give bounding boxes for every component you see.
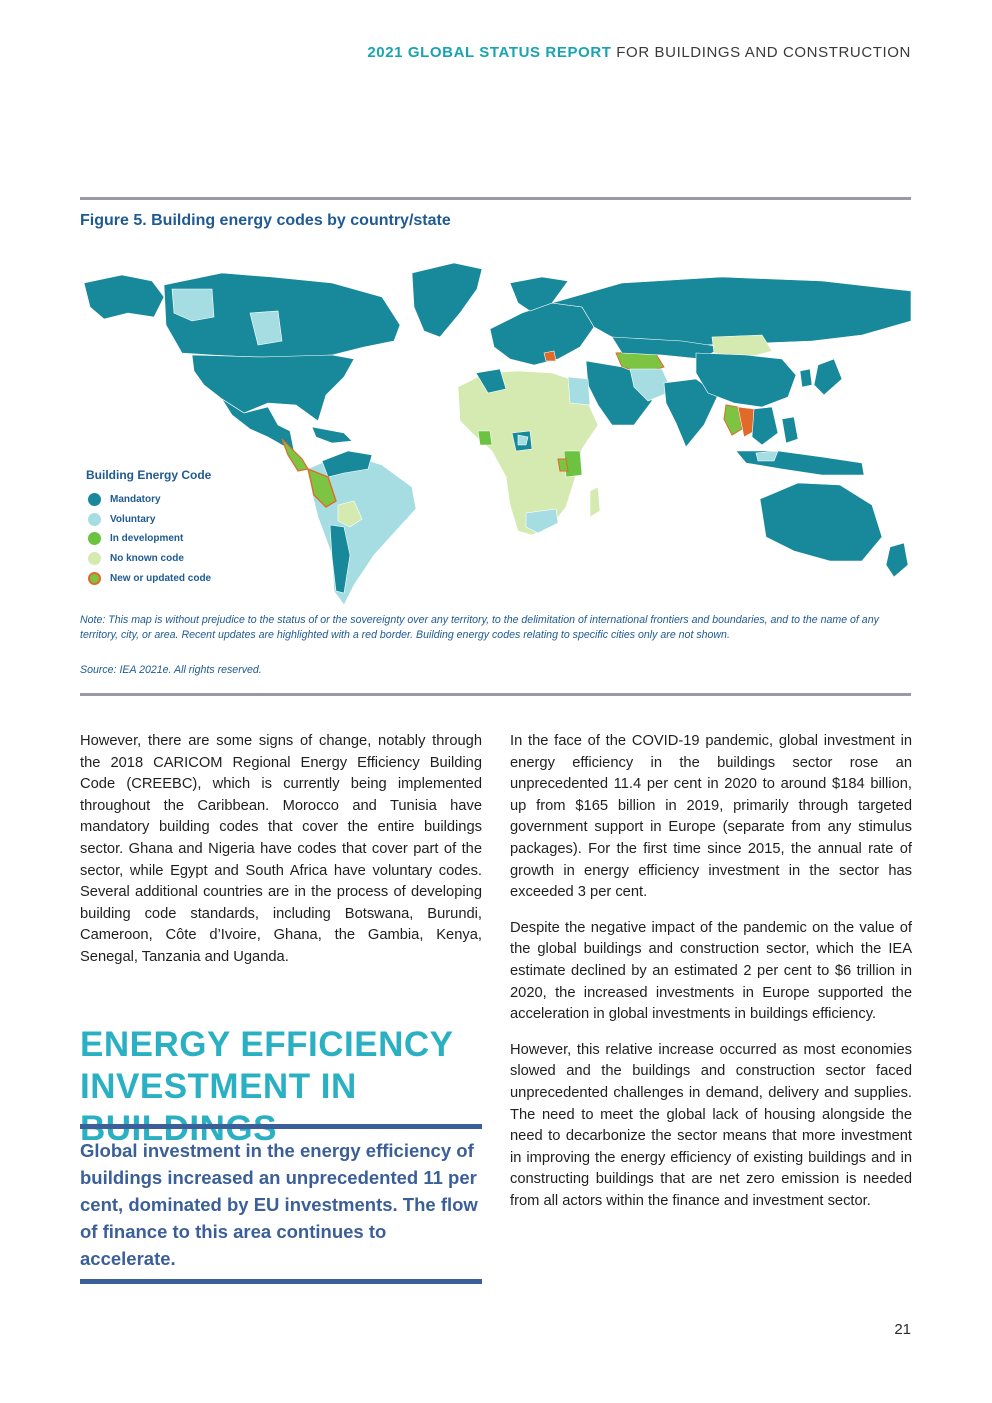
- legend-item-voluntary: [86, 510, 211, 530]
- figure-title: Figure 5. Building energy codes by country/state: [80, 212, 451, 229]
- figure-source: Source: IEA 2021e. All rights reserved.: [80, 664, 262, 676]
- central-america-new: [282, 439, 308, 471]
- left-column: [80, 731, 482, 983]
- section-title-line-2: INVESTMENT IN: [80, 1067, 357, 1106]
- se-asia: [752, 407, 778, 445]
- section-title-line-1: ENERGY EFFICIENCY: [80, 1025, 454, 1064]
- right-column: [510, 731, 912, 1226]
- usa: [192, 355, 354, 421]
- figure-note: Note: This map is without prejudice to the status of or the sovereignty over any territory, to the delimitation of international frontiers and boundaries, and to the name of any territory, city, or area. Recent updates are highlighted with a red border. Building energy codes relating to specific cities only are not shown.: [80, 614, 879, 641]
- legend-item-in-development: [86, 529, 211, 549]
- legend-label: In development: [110, 533, 184, 545]
- body-paragraph: However, there are some signs of change, notably through the 2018 CARICOM Regional Energy Efficiency Building Code (CREEBC), which is currently being implemented throughout the Caribbean. Morocco and Tunisia have mandatory building codes that cover the entire buildings sector. Ghana and Nigeria have codes that cover part of the sector, while Egypt and South Africa have voluntary codes. Several additional countries are in the process of developing building code standards, including Botswana, Burundi, Cameroon, Côte d’Ivoire, Ghana, the Gambia, Kenya, Senegal, Tanzania and Uganda.: [80, 733, 482, 965]
- legend-item-no-known-code: [86, 549, 211, 569]
- nigeria-voluntary: [518, 435, 528, 445]
- legend-swatch-new-or-updated: [88, 572, 101, 585]
- philippines: [782, 417, 798, 443]
- greenland: [412, 263, 482, 337]
- balkans-new: [544, 351, 556, 361]
- report-title-rest: FOR BUILDINGS AND CONSTRUCTION: [611, 44, 911, 61]
- new-zealand: [886, 543, 908, 577]
- russia: [552, 277, 911, 345]
- legend-swatch-in-development: [88, 532, 101, 545]
- east-africa-new: [558, 459, 568, 471]
- page-number: 21: [894, 1321, 911, 1338]
- legend-label: No known code: [110, 553, 184, 565]
- caribbean: [312, 427, 352, 443]
- legend-item-mandatory: [86, 490, 211, 510]
- png-voluntary: [756, 451, 778, 461]
- legend-title: Building Energy Code: [86, 468, 212, 482]
- south-africa: [526, 509, 558, 533]
- legend-swatch-no-known-code: [88, 552, 101, 565]
- europe: [490, 303, 594, 365]
- section-title: [80, 1024, 482, 1150]
- figure-bottom-rule: [80, 693, 911, 696]
- australia: [760, 483, 882, 561]
- japan: [814, 359, 842, 395]
- body-paragraph: Despite the negative impact of the pandemic on the value of the global buildings and construction sector, which the IEA estimate declined by an estimated 2 per cent to $6 trillion in 2020, the increased investments in Europe supported the acceleration in global investments in buildings efficiency.: [510, 919, 912, 1023]
- running-header: [367, 44, 911, 61]
- legend-item-new-or-updated: [86, 568, 211, 588]
- alaska: [84, 275, 164, 319]
- west-africa-dev: [478, 431, 492, 445]
- pull-quote-bottom-rule: [80, 1279, 482, 1284]
- indonesia: [736, 451, 864, 475]
- map-legend: [86, 468, 211, 588]
- report-title-highlight: 2021 GLOBAL STATUS REPORT: [367, 44, 612, 61]
- legend-label: Voluntary: [110, 513, 156, 525]
- legend-label: New or updated code: [110, 572, 212, 584]
- pull-quote-top-rule: [80, 1124, 482, 1129]
- egypt-voluntary: [568, 377, 590, 405]
- korea: [800, 369, 812, 387]
- madagascar: [590, 487, 600, 517]
- body-paragraph: However, this relative increase occurred as most economies slowed and the buildings and construction sector faced unprecedented challenges in demand, delivery and supplies. The need to meet the global lack of housing alongside the need to decarbonize the sector means that more investment in improving the energy efficiency of existing buildings and in constructing buildings that are net zero emission is needed from all actors within the finance and investment sector.: [510, 1041, 912, 1209]
- body-paragraph: In the face of the COVID-19 pandemic, global investment in energy efficiency in the buildings sector rose an unprecedented 11.4 per cent in 2020 to around $184 billion, up from $165 billion in 2019, primarily through targeted government support in Europe (separate from any stimulus packages). For the first time since 2015, the annual rate of growth in energy efficiency investment in the sector has exceeded 3 per cent.: [510, 733, 912, 901]
- legend-label: Mandatory: [110, 494, 161, 506]
- legend-swatch-voluntary: [88, 513, 101, 526]
- figure-top-rule: [80, 197, 911, 200]
- legend-swatch-mandatory: [88, 493, 101, 506]
- pull-quote: Global investment in the energy efficiency of buildings increased an unprecedented 11 per cent, dominated by EU investments. The flow of finance to this area continues to accelerate.: [80, 1140, 478, 1269]
